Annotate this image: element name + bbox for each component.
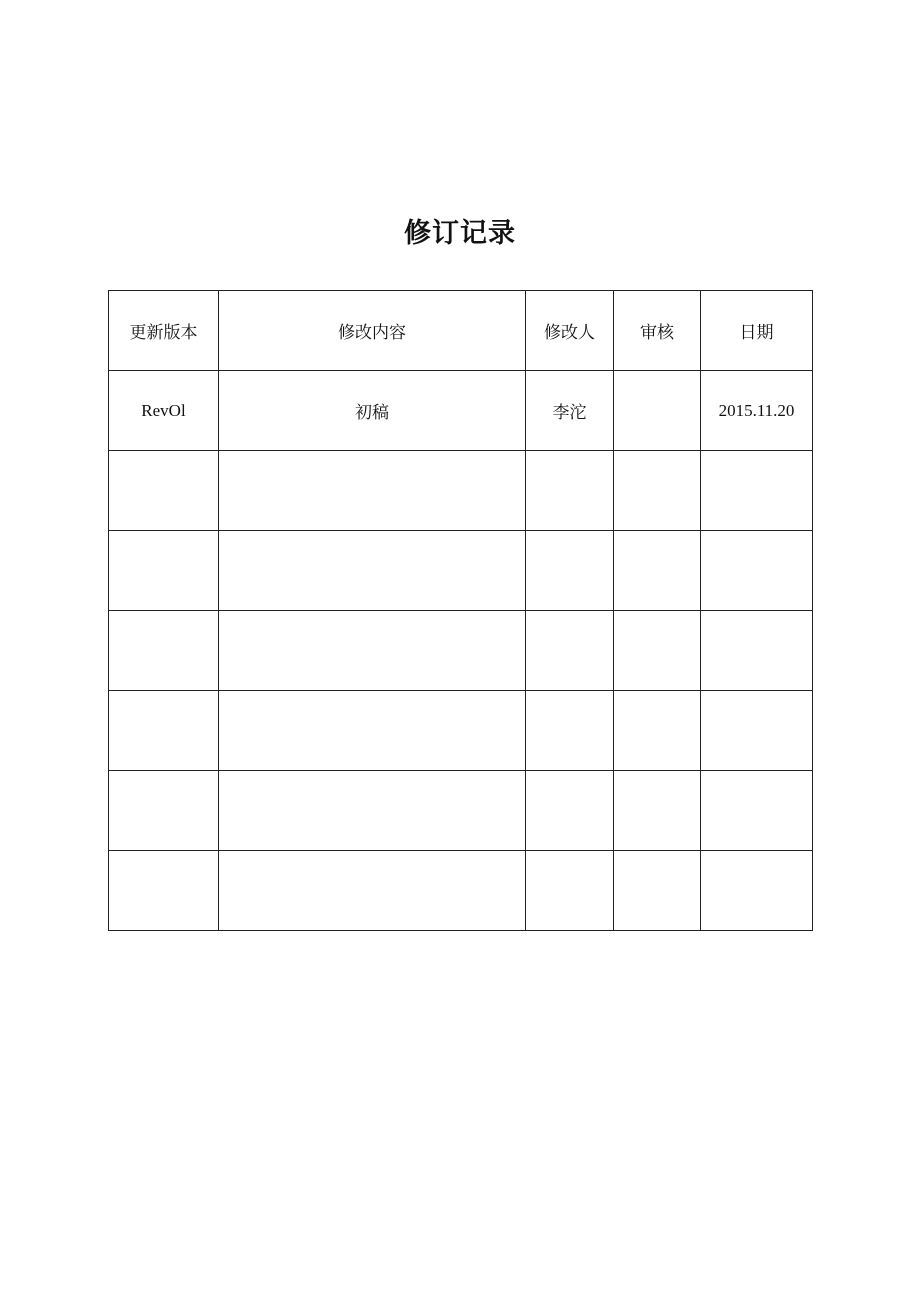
cell-date [701, 531, 813, 611]
cell-author [526, 771, 614, 851]
cell-author [526, 531, 614, 611]
cell-reviewer [614, 851, 701, 931]
cell-content [219, 451, 526, 531]
cell-reviewer [614, 451, 701, 531]
revision-table [108, 290, 813, 931]
header-date: 日期 [701, 291, 813, 371]
cell-reviewer [614, 371, 701, 451]
page-title: 修订记录 [404, 218, 516, 249]
cell-version [109, 691, 219, 771]
cell-content [219, 771, 526, 851]
cell-content [219, 691, 526, 771]
table-row [109, 611, 813, 691]
cell-reviewer [614, 611, 701, 691]
cell-date [701, 451, 813, 531]
cell-date: 2015.11.20 [701, 371, 813, 451]
header-version: 更新版本 [109, 291, 219, 371]
cell-date [701, 851, 813, 931]
table-row [109, 851, 813, 931]
table-row [109, 691, 813, 771]
cell-version: RevOl [109, 371, 219, 451]
cell-version [109, 851, 219, 931]
cell-author [526, 691, 614, 771]
cell-date [701, 611, 813, 691]
cell-reviewer [614, 531, 701, 611]
cell-date [701, 691, 813, 771]
cell-reviewer [614, 691, 701, 771]
header-author: 修改人 [526, 291, 614, 371]
cell-version [109, 611, 219, 691]
cell-author [526, 611, 614, 691]
cell-version [109, 531, 219, 611]
header-content: 修改内容 [219, 291, 526, 371]
cell-author: 李沱 [526, 371, 614, 451]
cell-reviewer [614, 771, 701, 851]
table-row [109, 371, 813, 451]
cell-author [526, 851, 614, 931]
cell-content [219, 531, 526, 611]
cell-content: 初稿 [219, 371, 526, 451]
cell-version [109, 771, 219, 851]
table-row [109, 531, 813, 611]
header-reviewer: 审核 [614, 291, 701, 371]
table-header-row [109, 291, 813, 371]
table-row [109, 451, 813, 531]
cell-content [219, 851, 526, 931]
cell-version [109, 451, 219, 531]
table-row [109, 771, 813, 851]
cell-content [219, 611, 526, 691]
cell-date [701, 771, 813, 851]
cell-author [526, 451, 614, 531]
